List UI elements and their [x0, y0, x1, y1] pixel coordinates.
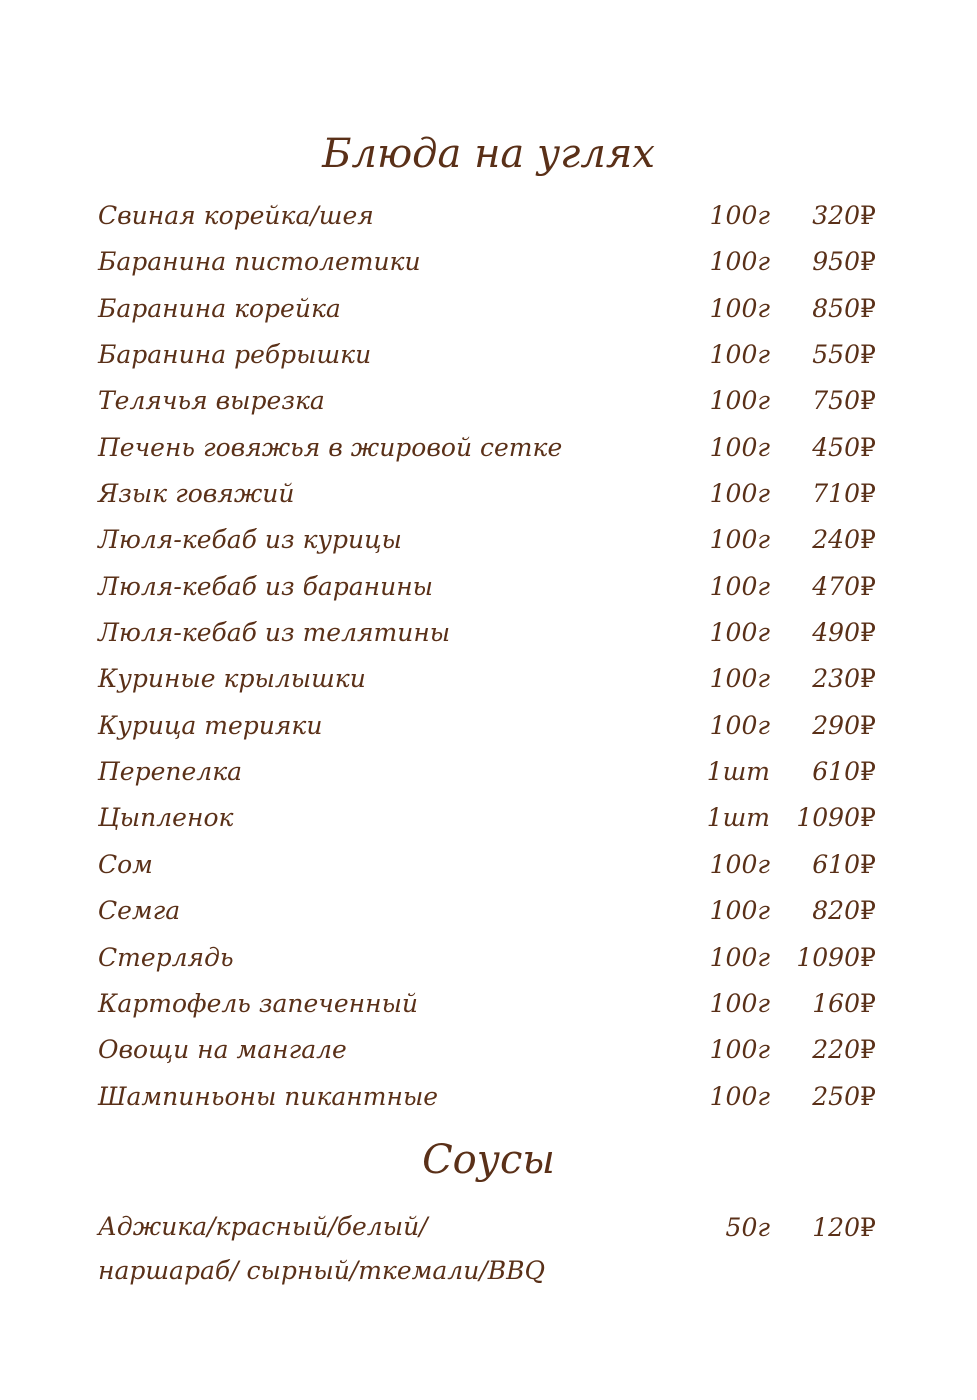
- menu-item-name: Люля-кебаб из курицы: [98, 525, 402, 555]
- menu-item-price: 610: [812, 849, 860, 879]
- menu-item: [0, 981, 977, 1027]
- menu-item-portion: 100г: [709, 201, 770, 230]
- menu-item: [0, 517, 977, 563]
- menu-item-name: Люля-кебаб из телятины: [98, 618, 451, 648]
- menu-item-portion: 50г: [725, 1213, 770, 1242]
- menu-item-name: Свиная корейка/шея: [98, 201, 374, 230]
- ruble-sign: ₽: [860, 293, 876, 323]
- menu-item: [0, 703, 977, 749]
- ruble-sign: ₽: [860, 386, 876, 416]
- ruble-sign: ₽: [860, 849, 876, 879]
- menu-item-portion: 100г: [709, 247, 770, 277]
- menu-item-price: 1090: [796, 803, 860, 833]
- menu-item-portion: 100г: [709, 432, 770, 462]
- ruble-sign: ₽: [860, 757, 876, 787]
- menu-item-name: Телячья вырезка: [98, 386, 325, 416]
- menu-item-price: 230: [812, 664, 860, 694]
- menu-item-price: 250: [812, 1081, 860, 1111]
- menu-item: [0, 888, 977, 934]
- ruble-sign: ₽: [860, 988, 876, 1018]
- ruble-sign: ₽: [860, 942, 876, 972]
- menu-item-portion: 1шт: [706, 757, 770, 787]
- menu-item: [0, 239, 977, 285]
- menu-item-portion: 100г: [709, 386, 770, 416]
- menu-list-grill: [0, 193, 977, 1120]
- menu-item-name: Стерлядь: [98, 942, 234, 972]
- menu-item-price: 550: [812, 340, 860, 370]
- menu-item-price: 710: [812, 479, 860, 509]
- menu-item-price: 290: [812, 710, 860, 740]
- ruble-sign: ₽: [860, 664, 876, 694]
- ruble-sign: ₽: [860, 1213, 876, 1242]
- ruble-sign: ₽: [860, 479, 876, 509]
- menu-item-name: Куриные крылышки: [98, 664, 366, 694]
- menu-item: [0, 471, 977, 517]
- menu-item-name: Баранина пистолетики: [98, 247, 421, 277]
- menu-item-price: 750: [812, 386, 860, 416]
- menu-item-portion: 100г: [709, 896, 770, 926]
- menu-item-portion: 100г: [709, 571, 770, 601]
- menu-item-price: 220: [812, 1035, 860, 1065]
- menu-item-price: 450: [812, 432, 860, 462]
- ruble-sign: ₽: [860, 340, 876, 370]
- menu-item: [0, 749, 977, 795]
- menu-item-name: Баранина корейка: [98, 293, 341, 323]
- menu-item-portion: 100г: [709, 1081, 770, 1111]
- menu-item-portion: 100г: [709, 988, 770, 1018]
- ruble-sign: ₽: [860, 1035, 876, 1065]
- ruble-sign: ₽: [860, 201, 876, 230]
- menu-item-price: 320: [812, 201, 860, 230]
- menu-item: [0, 332, 977, 378]
- menu-item: [0, 425, 977, 471]
- menu-item-price: 240: [812, 525, 860, 555]
- menu-item-portion: 100г: [709, 849, 770, 879]
- menu-item-price: 610: [812, 757, 860, 787]
- menu-item-portion: 100г: [709, 618, 770, 648]
- menu-item-price: 490: [812, 618, 860, 648]
- ruble-sign: ₽: [860, 247, 876, 277]
- menu-item-name: Перепелка: [98, 757, 243, 787]
- menu-item-price: 1090: [796, 942, 860, 972]
- menu-item: [0, 378, 977, 424]
- menu-item-name: Курица терияки: [98, 710, 323, 740]
- menu-item-portion: 100г: [709, 479, 770, 509]
- menu-item-portion: 100г: [709, 340, 770, 370]
- ruble-sign: ₽: [860, 432, 876, 462]
- menu-item: [0, 286, 977, 332]
- section-title-sauces: Соусы: [422, 1137, 555, 1183]
- menu-item-name: Люля-кебаб из баранины: [98, 571, 434, 601]
- ruble-sign: ₽: [860, 525, 876, 555]
- menu-item: [0, 193, 977, 239]
- menu-item-name: Язык говяжий: [98, 479, 295, 509]
- menu-item-portion: 100г: [709, 710, 770, 740]
- menu-item: [0, 656, 977, 702]
- menu-item-name: Сом: [98, 849, 153, 879]
- menu-item: [0, 1074, 977, 1120]
- menu-item-price: 820: [812, 896, 860, 926]
- menu-item-name: Семга: [98, 896, 181, 926]
- ruble-sign: ₽: [860, 803, 876, 833]
- menu-item: [0, 564, 977, 610]
- menu-item-name: Картофель запеченный: [98, 988, 419, 1018]
- menu-item-portion: 100г: [709, 525, 770, 555]
- menu-item-price: 850: [812, 293, 860, 323]
- menu-item-price: 950: [812, 247, 860, 277]
- ruble-sign: ₽: [860, 1081, 876, 1111]
- menu-item: [0, 842, 977, 888]
- menu-item-name: Овощи на мангале: [98, 1035, 347, 1065]
- menu-item-portion: 100г: [709, 942, 770, 972]
- menu-item-price: 160: [812, 988, 860, 1018]
- menu-item-portion: 1шт: [706, 803, 770, 833]
- section-title-grill: Блюда на углях: [322, 131, 655, 177]
- menu-item-portion: 100г: [709, 1035, 770, 1065]
- menu-item: [0, 1027, 977, 1073]
- menu-list-sauces: [0, 1205, 977, 1289]
- menu-item-name: Цыпленок: [98, 803, 234, 833]
- menu-item-name: Печень говяжья в жировой сетке: [98, 432, 563, 462]
- ruble-sign: ₽: [860, 571, 876, 601]
- menu-item: [0, 610, 977, 656]
- ruble-sign: ₽: [860, 710, 876, 740]
- menu-item-name: Аджика/красный/белый/наршараб/ сырный/ткемали/BBQ: [98, 1212, 545, 1285]
- menu-item-portion: 100г: [709, 664, 770, 694]
- menu-item: [0, 795, 977, 841]
- ruble-sign: ₽: [860, 896, 876, 926]
- menu-item: [0, 1205, 977, 1289]
- menu-item: [0, 935, 977, 981]
- menu-item-portion: 100г: [709, 293, 770, 323]
- menu-item-name: Шампиньоны пикантные: [98, 1081, 439, 1111]
- menu-item-price: 470: [812, 571, 860, 601]
- menu-item-name: Баранина ребрышки: [98, 340, 372, 370]
- ruble-sign: ₽: [860, 618, 876, 648]
- menu-item-price: 120: [812, 1213, 860, 1242]
